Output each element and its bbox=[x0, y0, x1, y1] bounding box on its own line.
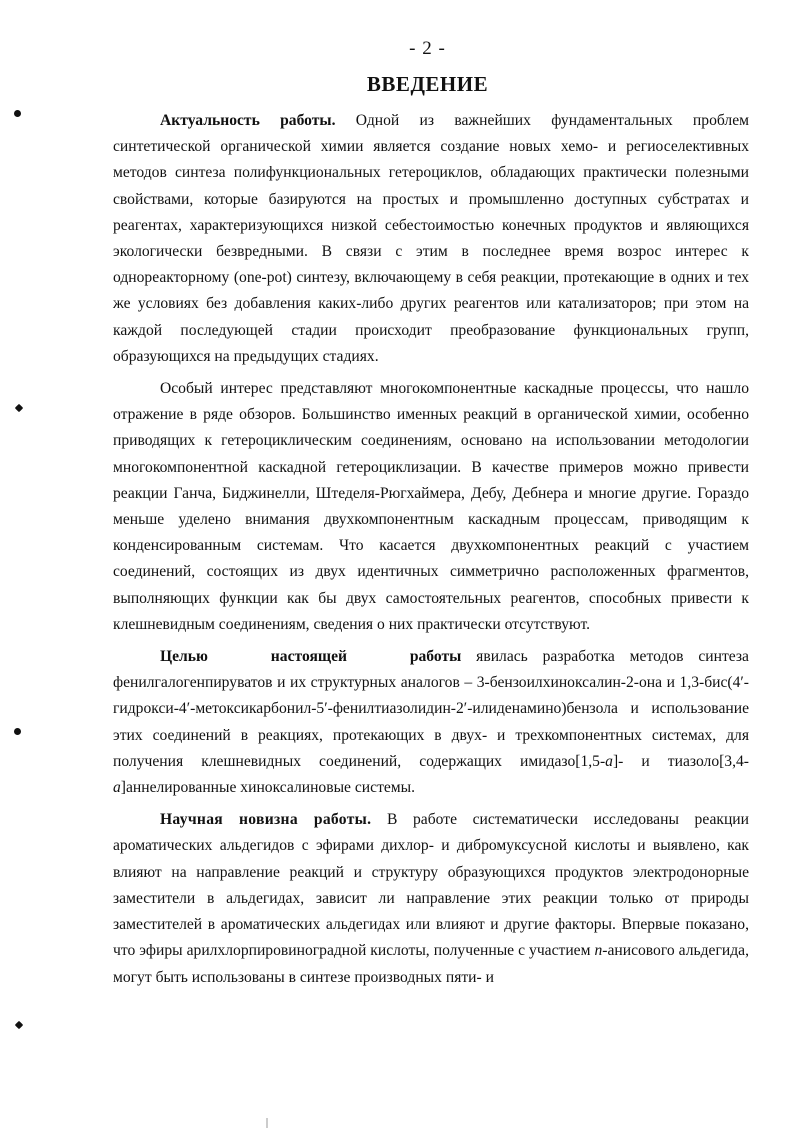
margin-dot-mark bbox=[14, 110, 21, 117]
page-number: - 2 - bbox=[409, 38, 446, 59]
scan-artifact bbox=[266, 1118, 268, 1128]
paragraph-lead: Научная новизна работы. bbox=[160, 811, 372, 829]
page-title: ВВЕДЕНИЕ bbox=[366, 72, 489, 96]
margin-dot-mark bbox=[14, 728, 21, 735]
paragraph-interest bbox=[113, 376, 749, 638]
paragraph-lead: Целью настоящей работы bbox=[160, 648, 462, 666]
italic-text: a bbox=[113, 779, 121, 797]
margin-diamond-mark bbox=[15, 404, 23, 412]
italic-text: п bbox=[594, 942, 603, 960]
paragraph-novelty bbox=[113, 807, 749, 990]
body-text bbox=[113, 108, 749, 991]
paragraph-text: Одной из важнейших фундаментальных проблем синтетической органической химии является создание новых хемо- и региоселективных методов синтеза полифункциональных гетероциклов, обладающих практически полезными свойствами, которые базируются на простых и промышленно доступных субстратах и реагентах, характеризующихся низкой себестоимостью конечных продуктов и являющихся экологически безвредными. В связи с этим в последнее время возрос интерес к однореакторному (one-pot) синтезу, включающему в себя реакции, протекающие в одних и тех же условиях без добавления каких-либо других реагентов или катализаторов; при этом на каждой последующей стадии происходит преобразование функциональных групп, образующихся на предыдущих стадиях. bbox=[113, 112, 749, 365]
paragraph-text: Особый интерес представляют многокомпонентные каскадные процессы, что нашло отражение в ряде обзоров. Большинство именных реакций в органической химии, особенно приводящих к гетероциклическим соединениям, основано на использовании методологии многокомпонентной каскадной гетероциклизации. В качестве примеров можно привести реакции Ганча, Биджинелли, Штеделя-Рюгхаймера, Дебу, Дебнера и многие другие. Гораздо меньше уделено внимания двухкомпонентным каскадным процессам, приводящим к конденсированным системам. Что касается двухкомпонентных реакций с участием соединений, состоящих из двух идентичных симметрично расположенных фрагментов, выполняющих функции как бы двух самостоятельных реагентов, способных привести к клешневидным соединениям, сведения о них практически отсутствуют. bbox=[113, 380, 749, 633]
paragraph-lead: Актуальность работы. bbox=[160, 112, 336, 129]
paragraph-relevance bbox=[113, 108, 749, 370]
paragraph-goal bbox=[113, 644, 749, 801]
paragraph-text: В работе систематически исследованы реакции ароматических альдегидов с эфирами дихлор- и дибромуксусной кислоты и выявлено, как влияют на направление реакций и структуру образующихся продуктов электродонорные заместители в альдегидах, зависит ли направление этих реакции только от природы заместителей в ароматических альдегидах или влияют и другие факторы. Впервые показано, что эфиры арилхлорпировиноградной кислоты, полученные с участием bbox=[113, 811, 749, 960]
italic-text: a bbox=[605, 752, 613, 770]
paragraph-text: ]- и тиазоло[3,4- bbox=[612, 752, 749, 770]
paragraph-text: явилась разработка методов синтеза фенилгалогенпируватов и их структурных аналогов – 3-бензоилхиноксалин-2-она и 1,3-бис(4′-гидрокси-4′-метоксикарбонил-5′-фенилтиазолидин-2′-илиденамино)бензола и использование этих соединений в реакциях, протекающих в двух- и трехкомпонентных системах, для получения клешневидных соединений, содержащих имидазо[1,5- bbox=[113, 648, 749, 770]
paragraph-text: -анисового альдегида, могут быть использованы в синтезе производных пяти- и bbox=[113, 942, 749, 986]
margin-diamond-mark bbox=[15, 1021, 23, 1029]
paragraph-text: ]аннелированные хиноксалиновые системы. bbox=[120, 779, 416, 797]
